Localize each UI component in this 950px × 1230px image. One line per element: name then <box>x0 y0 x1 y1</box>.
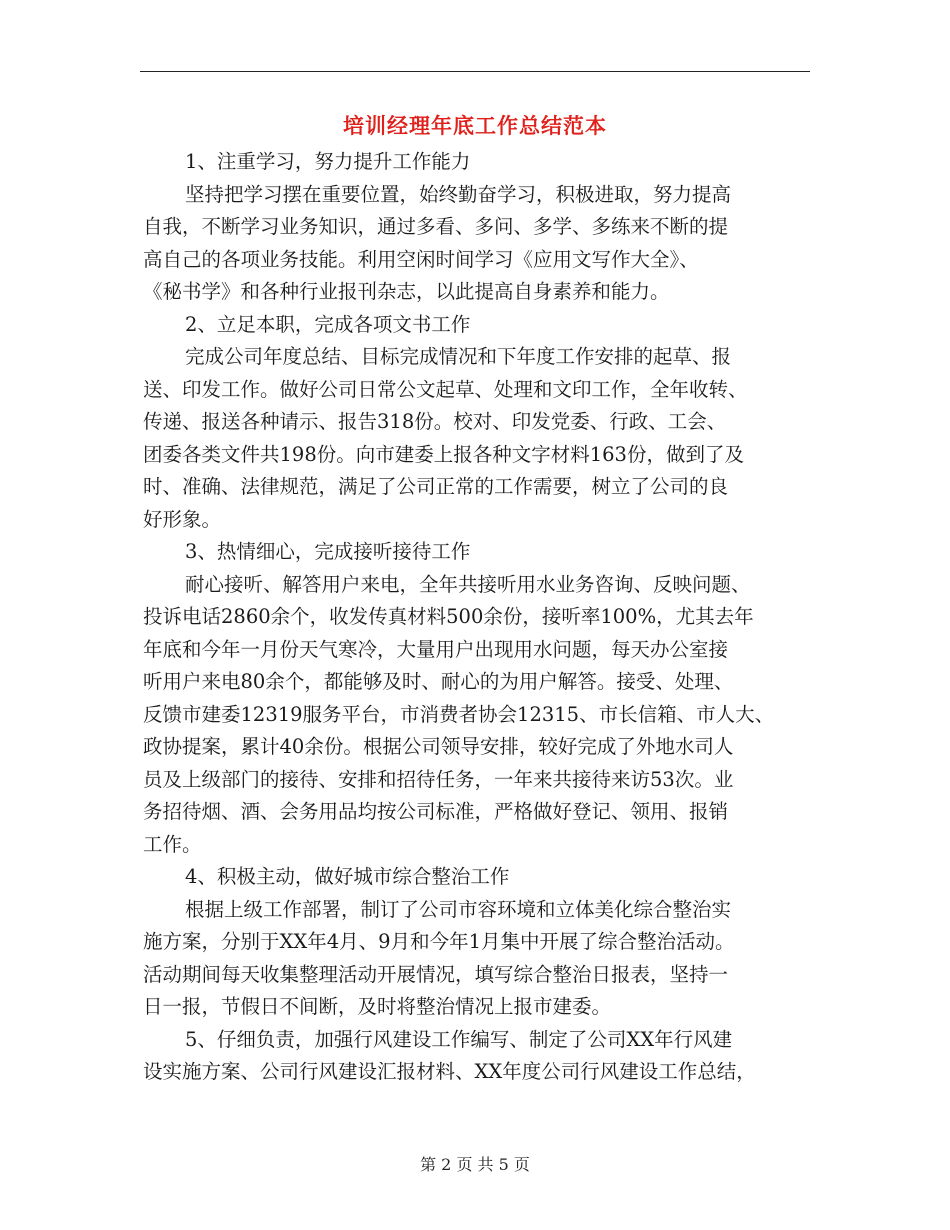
text-line: 2、立足本职，完成各项文书工作 <box>185 312 471 336</box>
page-title: 培训经理年底工作总结范本 <box>343 113 607 138</box>
document-body <box>143 146 811 1089</box>
text-line: 投诉电话2860余个，收发传真材料500余份，接听率100%，尤其去年 <box>143 605 754 628</box>
text-line: 自我，不断学习业务知识，通过多看、多问、多学、多练来不断的提 <box>143 215 729 238</box>
text-line: 传递、报送各种请示、报告318份。校对、印发党委、行政、工会、 <box>143 410 727 433</box>
text-line: 时、准确、法律规范，满足了公司正常的工作需要，树立了公司的良 <box>143 475 729 498</box>
text-line: 好形象。 <box>143 507 222 531</box>
text-line: 坚持把学习摆在重要位置，始终勤奋学习，积极进取，努力提高 <box>185 182 732 206</box>
text-line: 反馈市建委12319服务平台，市消费者协会12315、市长信箱、市人大、 <box>143 702 775 726</box>
text-line: 务招待烟、酒、会务用品均按公司标准，严格做好登记、领用、报销 <box>143 800 729 823</box>
text-line: 设实施方案、公司行风建设汇报材料、XX年度公司行风建设工作总结， <box>143 1060 756 1083</box>
text-line: 听用户来电80余个，都能够及时、耐心的为用户解答。接受、处理、 <box>143 670 734 693</box>
text-line: 《秘书学》和各种行业报刊杂志，以此提高自身素养和能力。 <box>143 280 670 303</box>
text-line: 施方案，分别于XX年4月、9月和今年1月集中开展了综合整治活动。 <box>143 930 735 953</box>
text-line: 耐心接听、解答用户来电，全年共接听用水业务咨询、反映问题、 <box>185 572 751 596</box>
text-line: 活动期间每天收集整理活动开展情况，填写综合整治日报表，坚持一 <box>143 962 729 986</box>
text-line: 高自己的各项业务技能。利用空闲时间学习《应用文写作大全》、 <box>143 247 699 271</box>
text-line: 团委各类文件共198份。向市建委上报各种文字材料163份，做到了及 <box>143 442 744 466</box>
text-line: 完成公司年度总结、目标完成情况和下年度工作安排的起草、报 <box>185 345 732 368</box>
text-line: 日一报，节假日不间断，及时将整治情况上报市建委。 <box>143 995 612 1018</box>
text-line: 政协提案，累计40余份。根据公司领导安排，较好完成了外地水司人 <box>143 735 734 758</box>
text-line: 根据上级工作部署，制订了公司市容环境和立体美化综合整治实 <box>185 897 732 921</box>
text-line: 4、积极主动，做好城市综合整治工作 <box>185 865 510 888</box>
text-line: 1、注重学习，努力提升工作能力 <box>185 150 471 173</box>
page-footer: 第 2 页 共 5 页 <box>420 1155 530 1174</box>
text-line: 3、热情细心，完成接听接待工作 <box>185 540 471 563</box>
text-line: 送、印发工作。做好公司日常公文起草、处理和文印工作，全年收转、 <box>143 377 748 401</box>
text-line: 员及上级部门的接待、安排和招待任务，一年来共接待来访53次。业 <box>143 767 734 791</box>
text-line: 工作。 <box>143 832 202 856</box>
text-line: 年底和今年一月份天气寒冷，大量用户出现用水问题，每天办公室接 <box>143 637 729 661</box>
text-line: 5、仔细负责，加强行风建设工作编写、制定了公司XX年行风建 <box>185 1027 733 1051</box>
header-rule <box>140 71 810 72</box>
